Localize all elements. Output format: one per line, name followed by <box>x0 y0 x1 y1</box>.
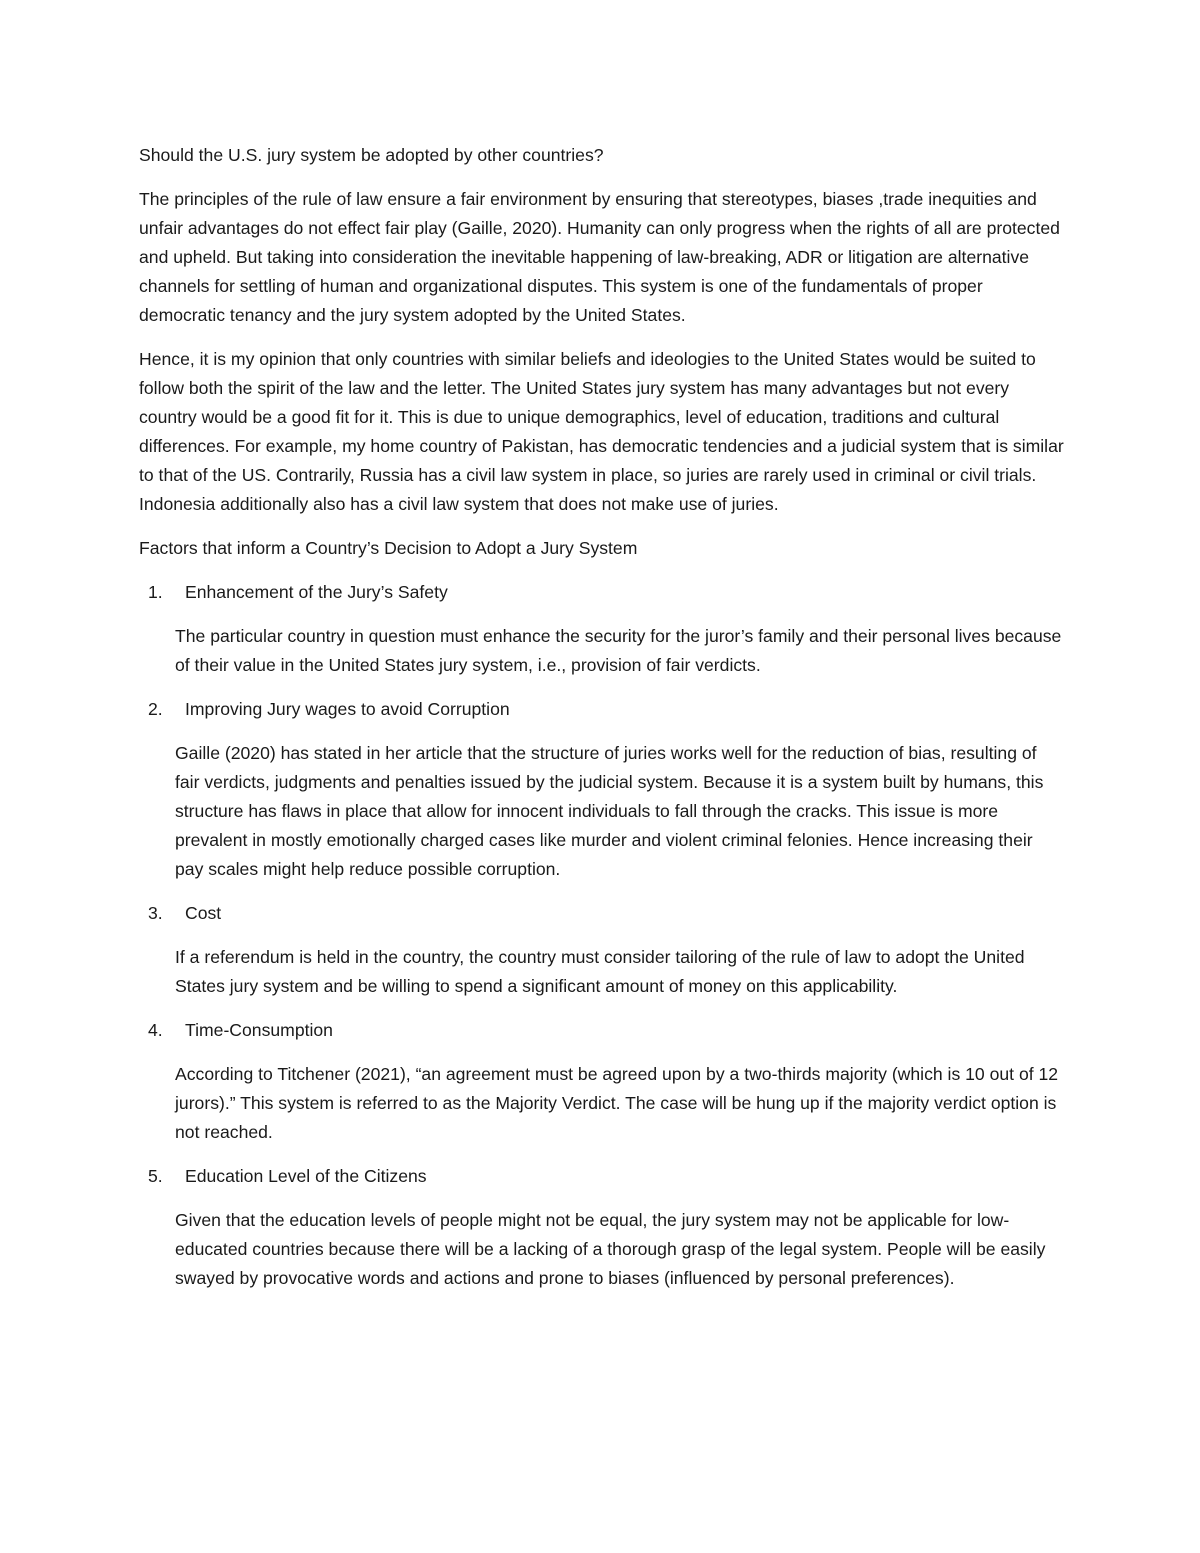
factor-number: 5. <box>148 1166 163 1186</box>
factor-title: Improving Jury wages to avoid Corruption <box>185 699 510 719</box>
factor-heading <box>139 899 1064 928</box>
intro-paragraph-1: The principles of the rule of law ensure a fair environment by ensuring that stereotypes, biases ,trade inequities and unfair advantages do not effect fair play (Gaille, 2020). Humanity can only progress when the rights of all are protected and upheld. But taking into consideration the inevitable happening of law-breaking, ADR or litigation are alternative channels for settling of human and organizational disputes. This system is one of the fundamentals of proper democratic tenancy and the jury system adopted by the United States. <box>139 189 1060 325</box>
factor-body: Given that the education levels of people might not be equal, the jury system may not be applicable for low-educated countries because there will be a lacking of a thorough grasp of the legal system. People will be easily swayed by provocative words and actions and prone to biases (influenced by personal preferences). <box>175 1210 1046 1288</box>
factor-heading <box>139 578 1064 607</box>
factor-heading <box>139 1162 1064 1191</box>
factor-title: Cost <box>185 903 222 923</box>
factor-body: The particular country in question must enhance the security for the juror’s family and their personal lives because of their value in the United States jury system, i.e., provision of fair verdicts. <box>175 626 1062 675</box>
factor-number: 2. <box>148 699 163 719</box>
factor-number: 1. <box>148 582 163 602</box>
factor-title: Enhancement of the Jury’s Safety <box>185 582 448 602</box>
document-page <box>139 141 1064 1308</box>
factor-body: Gaille (2020) has stated in her article that the structure of juries works well for the reduction of bias, resulting of fair verdicts, judgments and penalties issued by the judicial system. Because it is a system built by humans, this structure has flaws in place that allow for innocent individuals to fall through the cracks. This issue is more prevalent in mostly emotionally charged cases like murder and violent criminal felonies. Hence increasing their pay scales might help reduce possible corruption. <box>175 743 1044 879</box>
factor-number: 3. <box>148 903 163 923</box>
intro-paragraph-2: Hence, it is my opinion that only countries with similar beliefs and ideologies to the United States would be suited to follow both the spirit of the law and the letter. The United States jury system has many advantages but not every country would be a good fit for it. This is due to unique demographics, level of education, traditions and cultural differences. For example, my home country of Pakistan, has democratic tendencies and a judicial system that is similar to that of the US. Contrarily, Russia has a civil law system in place, so juries are rarely used in criminal or civil trials. Indonesia additionally also has a civil law system that does not make use of juries. <box>139 349 1064 514</box>
factor-title: Education Level of the Citizens <box>185 1166 427 1186</box>
factor-body: If a referendum is held in the country, the country must consider tailoring of the rule of law to adopt the United States jury system and be willing to spend a significant amount of money on this applicability. <box>175 947 1025 996</box>
document-title: Should the U.S. jury system be adopted by other countries? <box>139 145 604 165</box>
section-heading: Factors that inform a Country’s Decision to Adopt a Jury System <box>139 538 638 558</box>
factor-heading <box>139 1016 1064 1045</box>
factor-body: According to Titchener (2021), “an agreement must be agreed upon by a two-thirds majority (which is 10 out of 12 jurors).” This system is referred to as the Majority Verdict. The case will be hung up if the majority verdict option is not reached. <box>175 1064 1059 1142</box>
factor-title: Time-Consumption <box>185 1020 333 1040</box>
factor-heading <box>139 695 1064 724</box>
factor-number: 4. <box>148 1020 163 1040</box>
